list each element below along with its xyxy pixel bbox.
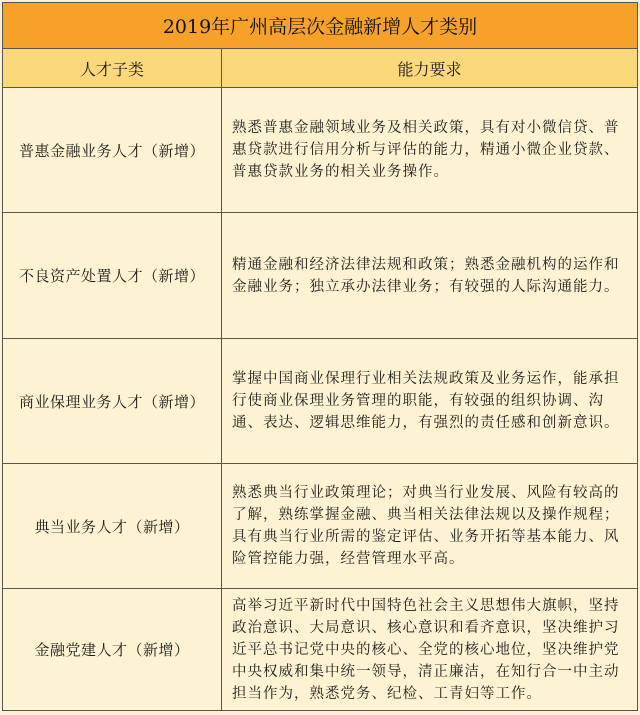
table-row [3, 213, 637, 339]
row-requirement: 精通金融和经济法律法规和政策；熟悉金融机构的运作和金融业务；独立承办法律业务；有较强的人际沟通能力。 [232, 256, 620, 295]
table-header-row [3, 49, 637, 88]
table-row [3, 339, 637, 464]
row-category: 不良资产处置人才（新增） [3, 213, 222, 338]
row-requirement: 高举习近平新时代中国特色社会主义思想伟大旗帜，坚持政治意识、大局意识、核心意识和看齐意识，坚决维护习近平总书记党中央的核心、全党的核心地位，坚决维护党中央权威和集中统一领导，清正廉洁，在知行合一中主动担当作为，熟悉党务、纪检、工青妇等工作。 [232, 597, 620, 702]
row-category: 普惠金融业务人才（新增） [3, 88, 222, 212]
header-requirement: 能力要求 [397, 59, 462, 79]
talent-table [2, 2, 638, 711]
table-row [3, 88, 637, 213]
row-category: 典当业务人才（新增） [3, 464, 222, 588]
table-row [3, 589, 637, 710]
table-row [3, 464, 637, 589]
row-category: 商业保理业务人才（新增） [3, 339, 222, 463]
table-title: 2019年广州高层次金融新增人才类别 [3, 3, 637, 49]
row-requirement: 熟悉普惠金融领域业务及相关政策，具有对小微信贷、普惠贷款进行信用分析与评估的能力，精通小微企业贷款、普惠贷款业务的相关业务操作。 [232, 120, 620, 180]
row-requirement: 掌握中国商业保理行业相关法规政策及业务运作，能承担行使商业保理业务管理的职能，有较强的组织协调、沟通、表达、逻辑思维能力，有强烈的责任感和创新意识。 [232, 371, 620, 431]
header-category: 人才子类 [3, 49, 222, 87]
row-category: 金融党建人才（新增） [3, 589, 222, 710]
row-requirement: 熟悉典当行业政策理论；对典当行业发展、风险有较高的了解，熟练掌握金融、典当相关法律法规以及操作规程；具有典当行业所需的鉴定评估、业务开拓等基本能力、风险管控能力强，经营管理水平高。 [232, 485, 620, 567]
